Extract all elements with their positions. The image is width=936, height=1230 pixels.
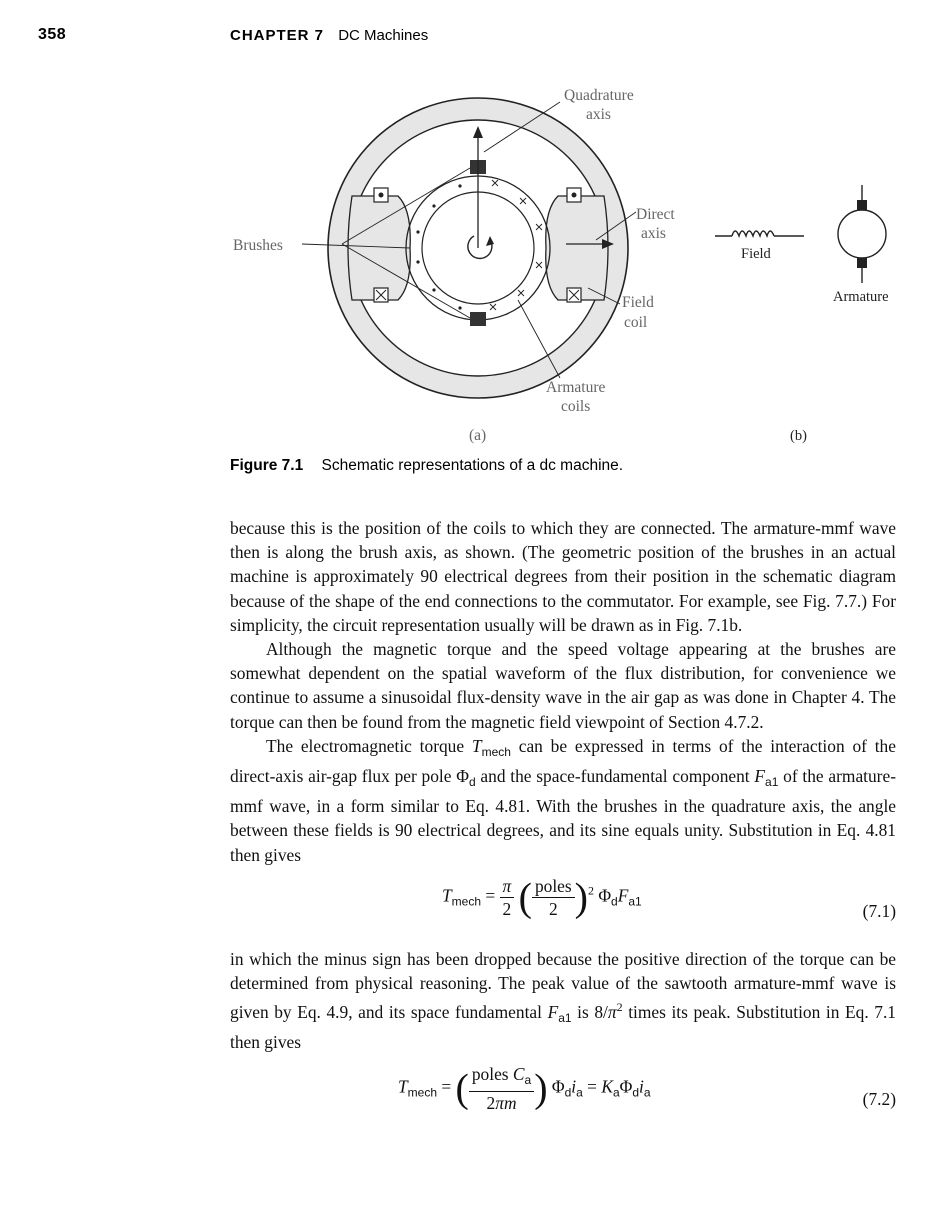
- armature-symbol: [838, 210, 886, 258]
- label-brushes: Brushes: [233, 237, 283, 254]
- label-field: Field: [741, 246, 771, 262]
- running-header: [230, 27, 428, 44]
- label-field-coil-1: Field: [622, 294, 654, 311]
- label-armature-coils-2: coils: [561, 398, 591, 415]
- field-pole-right: [546, 196, 608, 300]
- label-quadrature-2: axis: [586, 106, 611, 123]
- equation-number-7-1: (7.1): [862, 900, 896, 921]
- dc-machine-schematic: [302, 98, 636, 398]
- circuit-representation: [715, 185, 886, 283]
- paragraph-2: Although the magnetic torque and the speed voltage appearing at the brushes are somewhat dependent on the spatial waveform of the flux distribution, for convenience we continue to assume a sinusoidal flux-density wave in the air gap as was done in Chapter 4. The torque can then be found from the magnetic field viewpoint of Section 4.7.2.: [230, 639, 896, 732]
- subfigure-b-label: (b): [790, 428, 807, 444]
- paragraph-1: because this is the position of the coils to which they are connected. The armature-mmf wave then is along the brush axis, as shown. (The geometric position of the brushes in an actual machine is approximately 90 electrical degrees from their position in the schematic diagram because of the shape of the end connections to the commutator. For example, see Fig. 7.7.) For simplicity, the circuit representation usually will be drawn as in Fig. 7.1b.: [230, 518, 896, 635]
- figure-labels-b: [741, 246, 889, 444]
- equation-number-7-2: (7.2): [862, 1088, 896, 1109]
- figure-caption-label: Figure 7.1: [230, 457, 304, 474]
- figure-7-1: [0, 70, 936, 450]
- field-winding-symbol: [732, 231, 774, 236]
- brush-bottom: [470, 312, 486, 326]
- label-direct-1: Direct: [636, 206, 675, 223]
- chapter-label: CHAPTER 7: [230, 27, 325, 44]
- page-number: 358: [38, 26, 67, 43]
- equation-7-1: $T_{mech}$ = $\frac{\pi}{2}$ ( $\frac{\text{poles}}{2}$ )$^2$ $\Phi_dF_{a1}$ (7.1): [230, 867, 896, 947]
- subfigure-a-label: (a): [469, 427, 487, 444]
- figure-caption-text: Schematic representations of a dc machine.: [321, 457, 624, 474]
- figure-caption: [230, 457, 623, 475]
- paragraph-4: in which the minus sign has been dropped because the positive direction of the torque can be determined from physical reasoning. The peak value of the sawtooth armature-mmf wave is given by Eq. 4.9, and its space fundamental $F_{a1}$ is $8/\pi^2$ times its peak. Substitution in Eq. 7.1 then gives: [230, 948, 896, 1053]
- body-text: [230, 516, 896, 1135]
- label-field-coil-2: coil: [624, 314, 648, 331]
- label-armature-coils-1: Armature: [546, 379, 606, 396]
- equation-7-2: $T_{mech}$ = ( $\frac{poles C_a}{2\pi m}$ ) $\Phi_di_a = K_a\Phi_di_a$ (7.2): [398, 1063, 896, 1113]
- label-quadrature-1: Quadrature: [564, 87, 634, 104]
- chapter-title: DC Machines: [338, 27, 429, 44]
- label-armature: Armature: [833, 289, 889, 305]
- paragraph-3: The electromagnetic torque $T_{mech}$ can be expressed in terms of the interaction of the direct-axis air-gap flux per pole $\Phi_d$ and the space-fundamental component $F_{a1}$ of the armature-mmf wave, in a form similar to Eq. 4.81. With the brushes in the quadrature axis, the angle between these fields is 90 electrical degrees, and its sine equals unity. Substitution in Eq. 4.81 then gives: [230, 735, 896, 865]
- label-direct-2: axis: [641, 225, 666, 242]
